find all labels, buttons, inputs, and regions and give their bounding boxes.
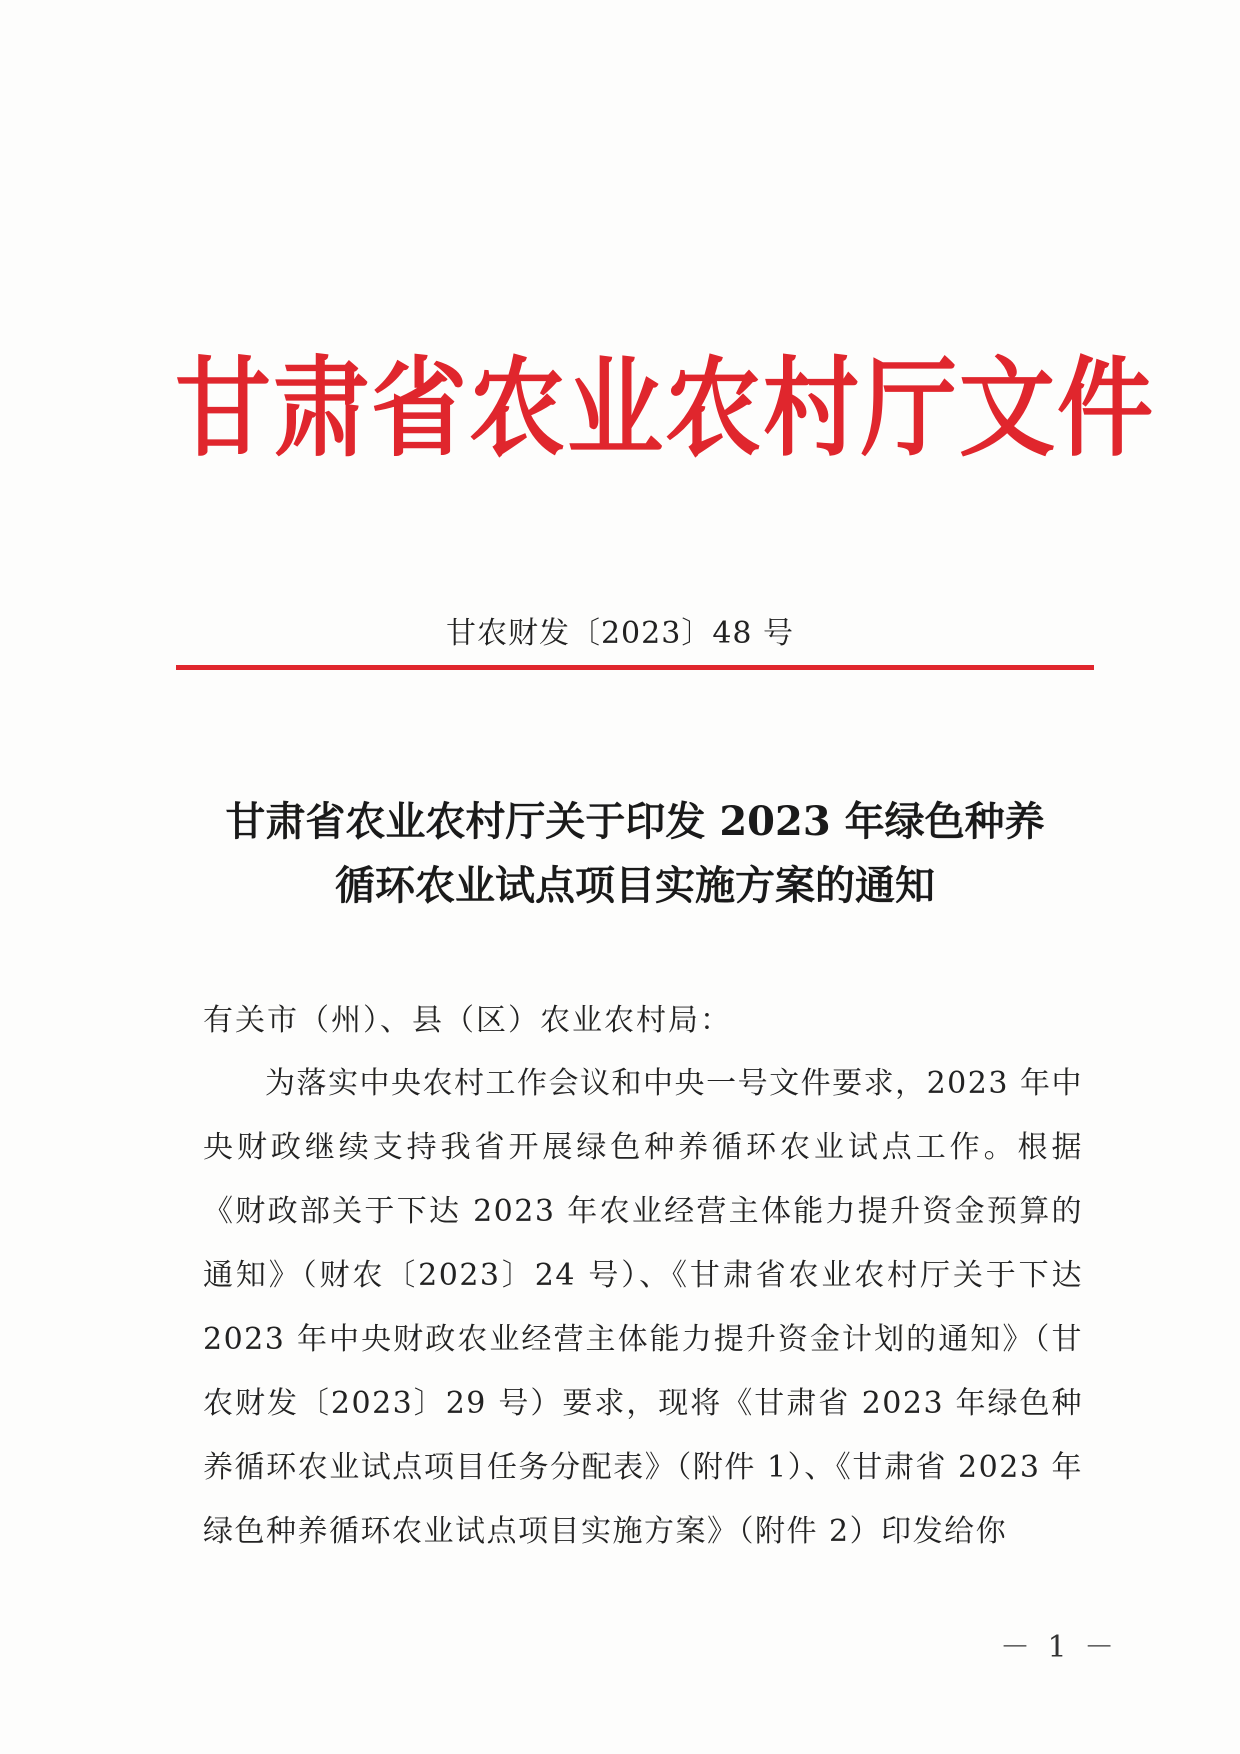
body-paragraph: 为落实中央农村工作会议和中央一号文件要求，2023 年中央财政继续支持我省开展绿色种养循环农业试点工作。根据《财政部关于下达 2023 年农业经营主体能力提升资金预算的通知》（财农〔2023〕24 号）、《甘肃省农业农村厅关于下达 2023 年中央财政农业经营主体能力提升资金计划的通知》（甘农财发〔2023〕29 号）要求，现将《甘肃省 2023 年绿色种养循环农业试点项目任务分配表》（附件 1）、《甘肃省 2023 年绿色种养循环农业试点项目实施方案》（附件 2）印发给你 bbox=[203, 1066, 1083, 1549]
red-separator-line bbox=[176, 665, 1094, 670]
notice-title bbox=[180, 790, 1090, 918]
document-number: 甘农财发〔2023〕48 号 bbox=[445, 616, 795, 651]
page-number: － 1 － bbox=[1000, 1630, 1119, 1665]
notice-title-line-1: 甘肃省农业农村厅关于印发 2023 年绿色种养 bbox=[225, 798, 1045, 845]
issuer-header-title: 甘肃省农业农村厅文件 bbox=[175, 346, 1155, 472]
notice-title-line-2: 循环农业试点项目实施方案的通知 bbox=[335, 862, 935, 909]
addressee: 有关市（州）、县（区）农业农村局： bbox=[203, 1003, 732, 1038]
